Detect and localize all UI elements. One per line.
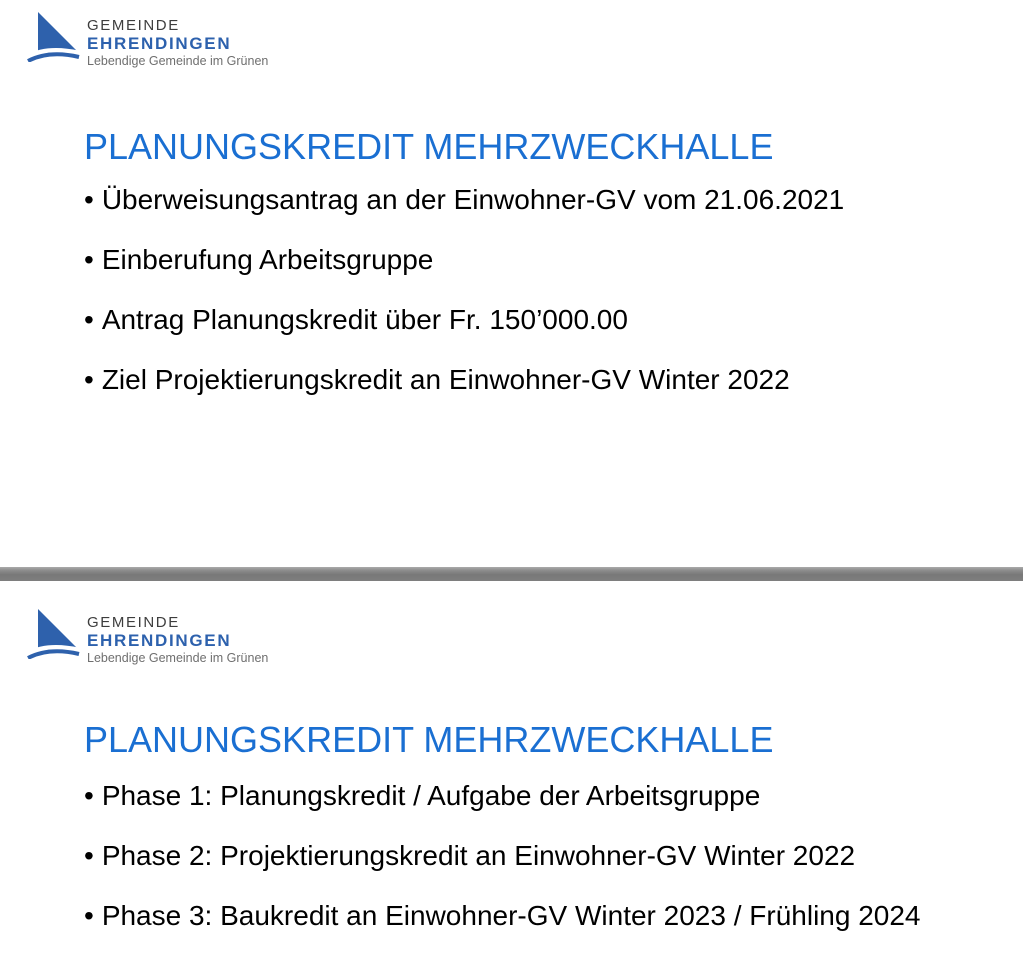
- bullet-list: [84, 184, 844, 424]
- bullet-item: [84, 304, 844, 336]
- logo-tagline: Lebendige Gemeinde im Grünen: [87, 651, 269, 665]
- bullet-list: [84, 780, 921, 960]
- logo-wordmark: EHRENDINGEN: [87, 34, 232, 53]
- logo-text: [87, 608, 268, 666]
- bullet-text: Antrag Planungskredit über Fr. 150’000.00: [101, 304, 628, 335]
- logo-tagline: Lebendige Gemeinde im Grünen: [87, 54, 269, 68]
- bullet-marker: •: [84, 900, 94, 931]
- bullet-item: [84, 364, 844, 396]
- bullet-item: [84, 184, 844, 216]
- bullet-item: [84, 244, 844, 276]
- bullet-text: Phase 3: Baukredit an Einwohner-GV Winter 2023 / Frühling 2024: [101, 900, 921, 931]
- logo-name: GEMEINDE: [87, 17, 180, 34]
- logo: [27, 11, 268, 69]
- bullet-item: [84, 840, 921, 872]
- slide-title: PLANUNGSKREDIT MEHRZWECKHALLE: [84, 126, 774, 167]
- bullet-marker: •: [84, 840, 94, 871]
- bullet-item: [84, 900, 921, 932]
- logo-wordmark: EHRENDINGEN: [87, 631, 232, 650]
- bullet-marker: •: [84, 304, 94, 335]
- slide-divider: [0, 567, 1023, 581]
- bullet-text: Ziel Projektierungskredit an Einwohner-GV Winter 2022: [101, 364, 790, 395]
- bullet-item: [84, 780, 921, 812]
- gemeinde-ehrendingen-logo-icon: [27, 608, 80, 659]
- bullet-text: Phase 1: Planungskredit / Aufgabe der Arbeitsgruppe: [101, 780, 761, 811]
- bullet-text: Phase 2: Projektierungskredit an Einwohner-GV Winter 2022: [101, 840, 856, 871]
- logo: [27, 608, 268, 666]
- bullet-marker: •: [84, 244, 94, 275]
- logo-text: [87, 11, 268, 69]
- slide-2: [0, 581, 1023, 965]
- logo-name: GEMEINDE: [87, 614, 180, 631]
- bullet-marker: •: [84, 780, 94, 811]
- slide-title: PLANUNGSKREDIT MEHRZWECKHALLE: [84, 719, 774, 760]
- bullet-text: Überweisungsantrag an der Einwohner-GV vom 21.06.2021: [101, 184, 845, 215]
- bullet-marker: •: [84, 184, 94, 215]
- bullet-marker: •: [84, 364, 94, 395]
- bullet-text: Einberufung Arbeitsgruppe: [101, 244, 434, 275]
- gemeinde-ehrendingen-logo-icon: [27, 11, 80, 62]
